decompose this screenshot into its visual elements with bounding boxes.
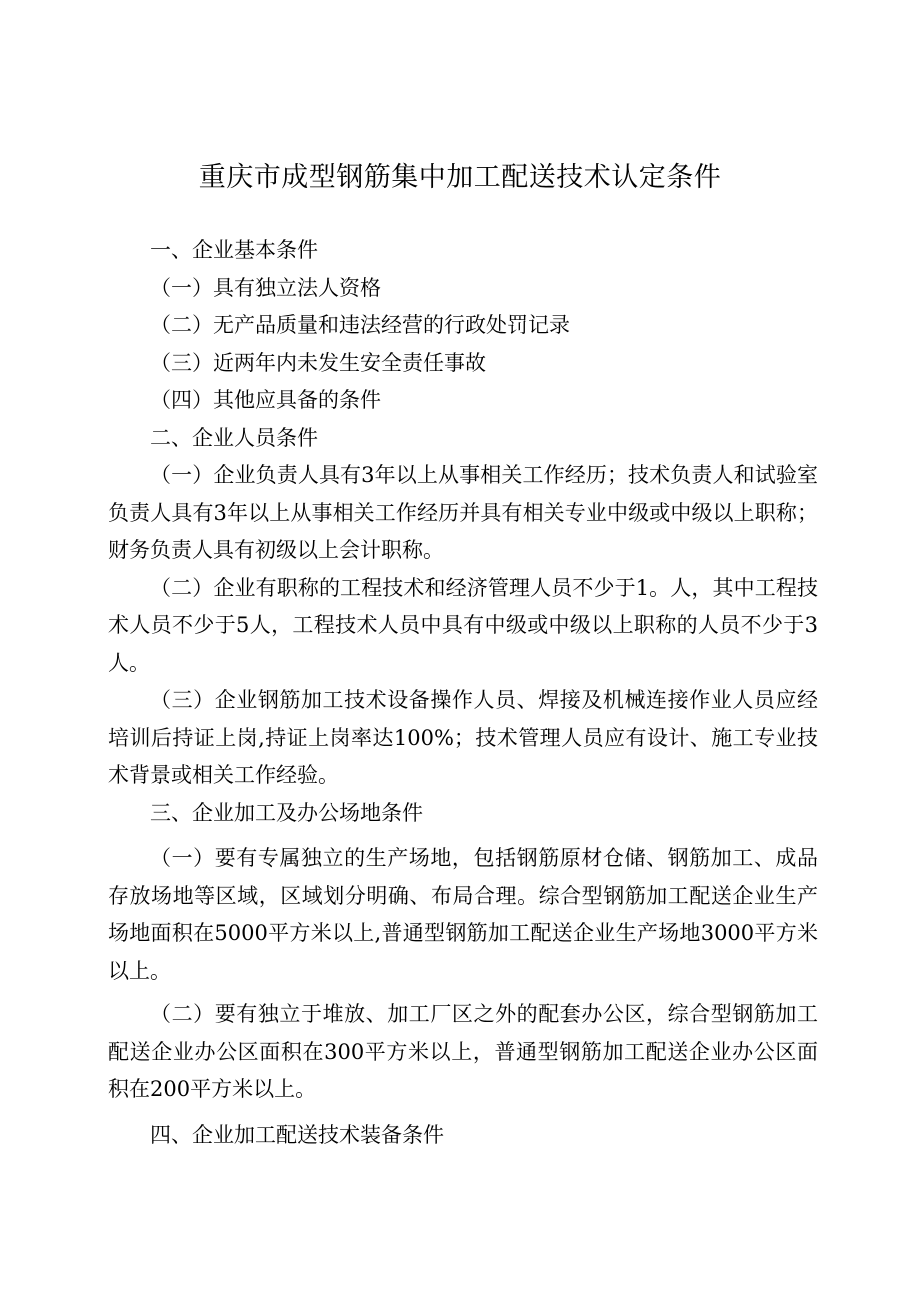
paragraph-3-2: （二）要有独立于堆放、加工厂区之外的配套办公区，综合型钢筋加工配送企业办公区面积在300平方米以上，普通型钢筋加工配送企业办公区面积在200平方米以上。 xyxy=(108,1002,818,1101)
section-heading-3: 三、企业加工及办公场地条件 xyxy=(150,800,423,825)
paragraph-1-2: （二）无产品质量和违法经营的行政处罚记录 xyxy=(150,313,570,337)
paragraph-1-4: （四）其他应具备的条件 xyxy=(150,388,381,412)
paragraph-2-1: （一）企业负责人具有3年以上从事相关工作经历；技术负责人和试验室负责人具有3年以上从事相关工作经历并具有相关专业中级或中级以上职称；财务负责人具有初级以上会计职称。 xyxy=(108,463,818,562)
paragraph-2-3: （三）企业钢筋加工技术设备操作人员、焊接及机械连接作业人员应经培训后持证上岗,持证上岗率达100%；技术管理人员应有设计、施工专业技术背景或相关工作经验。 xyxy=(108,688,818,787)
section-heading-4: 四、企业加工配送技术装备条件 xyxy=(150,1122,444,1147)
section-heading-2: 二、企业人员条件 xyxy=(150,425,318,450)
document-body xyxy=(108,232,818,1154)
document-title: 重庆市成型钢筋集中加工配送技术认定条件 xyxy=(198,162,722,193)
paragraph-2-2: （二）企业有职称的工程技术和经济管理人员不少于1。人，其中工程技术人员不少于5人，工程技术人员中具有中级或中级以上职称的人员不少于3人。 xyxy=(108,575,818,675)
section-heading-1: 一、企业基本条件 xyxy=(150,238,318,262)
paragraph-1-1: （一）具有独立法人资格 xyxy=(150,275,381,300)
paragraph-1-3: （三）近两年内未发生安全责任事故 xyxy=(150,350,486,375)
paragraph-3-1: （一）要有专属独立的生产场地，包括钢筋原材仓储、钢筋加工、成品存放场地等区域，区域划分明确、布局合理。综合型钢筋加工配送企业生产场地面积在5000平方米以上,普通型钢筋加工配送企业生产场地3000平方米以上。 xyxy=(108,846,818,983)
